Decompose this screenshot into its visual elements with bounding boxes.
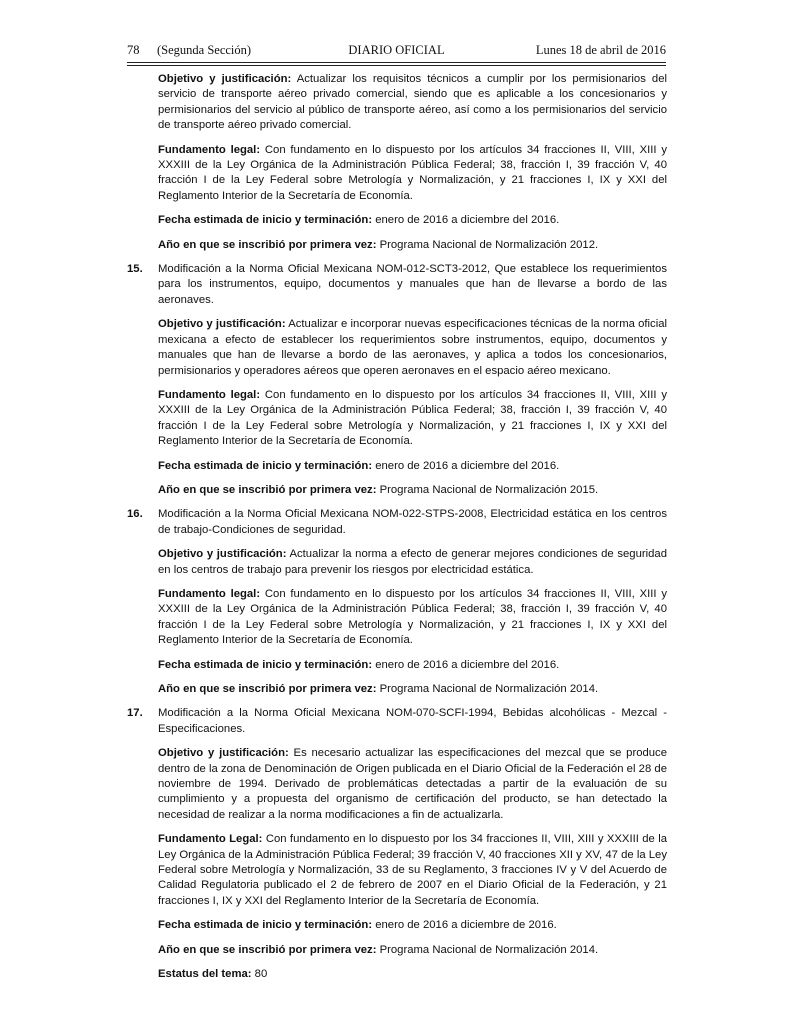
header-rule-top [127,62,666,63]
item-number: 17. [127,707,143,720]
item-number: 15. [127,263,143,276]
item-fecha-text: enero de 2016 a diciembre del 2016. [372,658,560,671]
item-15-title [127,262,667,308]
intro-fecha [158,213,667,228]
item-16-fundamento [158,587,667,649]
item-objetivo-text: Actualizar e incorporar nuevas especificaciones técnicas de la norma oficial mexicana a efecto de establecer los requerimientos sobre instrumentos, equipo, documentos y manuales que han de llevarse a bordo de las aeronaves, y aplica a todos los concesionarios, permisionarios y operadores aéreos que operen aeronaves en el espacio aéreo mexicano. [158,318,667,377]
label-fecha: Fecha estimada de inicio y terminación: [158,658,373,671]
intro-fecha-text: enero de 2016 a diciembre del 2016. [372,214,560,227]
document-body [127,72,667,992]
publication-date: Lunes 18 de abril de 2016 [535,43,666,57]
item-16-objetivo [158,547,667,578]
item-number: 16. [127,508,143,521]
item-15-fecha [158,459,667,474]
header-rule-bottom [127,65,666,66]
item-15-objetivo [158,317,667,379]
label-fundamento: Fundamento legal: [158,388,261,401]
label-objetivo: Objetivo y justificación: [158,73,292,85]
item-anio-text: Programa Nacional de Normalización 2015. [376,483,599,496]
item-16-anio [158,682,667,697]
item-17-title [127,706,667,737]
label-fecha: Fecha estimada de inicio y terminación: [158,459,373,472]
item-17-anio [158,943,667,958]
item-objetivo-text: Actualizar la norma a efecto de generar mejores condiciones de seguridad en los centros de trabajo para prevenir los riesgos por electricidad estática. [158,548,667,576]
item-17-objetivo [158,746,667,823]
label-objetivo: Objetivo y justificación: [158,747,289,760]
item-fecha-text: enero de 2016 a diciembre del 2016. [372,459,560,472]
item-15-anio [158,483,667,498]
item-title-text: Modificación a la Norma Oficial Mexicana NOM-070-SCFI-1994, Bebidas alcohólicas - Mezcal - Especificaciones. [158,707,667,735]
page-number: 78 [127,43,140,57]
item-17-estatus [158,967,667,982]
label-anio: Año en que se inscribió por primera vez: [158,238,377,251]
label-estatus: Estatus del tema: [158,968,252,981]
label-fecha: Fecha estimada de inicio y terminación: [158,919,373,932]
label-fecha: Fecha estimada de inicio y terminación: [158,214,373,227]
item-title-text: Modificación a la Norma Oficial Mexicana NOM-012-SCT3-2012, Que establece los requerimientos para los instrumentos, equipo, documentos y manuales que han de llevarse a bordo de las aeronaves. [158,263,667,306]
item-anio-text: Programa Nacional de Normalización 2014. [376,683,599,695]
section-label: (Segunda Sección) [157,43,252,57]
intro-objetivo [158,72,667,134]
intro-fundamento [158,143,667,205]
item-17-fundamento [158,832,667,909]
label-anio: Año en que se inscribió por primera vez: [158,683,377,695]
item-anio-text: Programa Nacional de Normalización 2014. [376,943,599,956]
fundamento-text: Con fundamento en lo dispuesto por los artículos 34 fracciones II, VIII, XIII y XXXIII de la Ley Orgánica de la Administración Pública Federal; 38, fracción I, 39 fracción V, 40 fracción I de la Ley Federal sobre Metrología y Normalización, y 21 fracciones I, IX y XXI del Reglamento Interior de la Secretaría de Economía. [158,587,668,647]
item-objetivo-text: Es necesario actualizar las especificaciones del mezcal que se produce dentro de la zona de Denominación de Origen publicada en el Diario Oficial de la Federación el 28 de noviembre de 1994. Derivado de problemáticas detectadas a partir de la evaluación de su cumplimiento y a propuesta del organismo de certificación del producto, se han detectado la necesidad de realizar a la norma modificaciones a fin de actualizarla. [158,747,667,821]
page-header [127,43,666,61]
intro-objetivo-text: Actualizar los requisitos técnicos a cumplir por los permisionarios del servicio de transporte aéreo privado comercial, siendo que es aplicable a los concesionarios y permisionarios del servicio al público de transporte aéreo, así como a los permisionarios del servicio de transporte aéreo privado comercial. [158,73,667,132]
item-17-fecha [158,918,667,933]
intro-anio-text: Programa Nacional de Normalización 2012. [376,238,599,251]
item-15-fundamento [158,388,667,450]
publication-title: DIARIO OFICIAL [348,43,445,57]
label-objetivo: Objetivo y justificación: [158,548,287,561]
item-title-text: Modificación a la Norma Oficial Mexicana NOM-022-STPS-2008, Electricidad estática en los centros de trabajo-Condiciones de seguridad. [158,508,667,536]
item-16-title [127,507,667,538]
label-fundamento: Fundamento Legal: [158,833,263,846]
intro-anio [158,238,667,253]
item-fecha-text: enero de 2016 a diciembre de 2016. [372,919,557,932]
item-16-fecha [158,658,667,673]
label-anio: Año en que se inscribió por primera vez: [158,943,377,956]
item-fundamento-text: Con fundamento en lo dispuesto por los 34 fracciones II, VIII, XIII y XXXIII de la Ley Orgánica de la Administración Pública Federal; 39 fracción V, 40 fracciones XII y XV, 47 de la Ley Federal sobre Metrología y Normalización, 33 de su Reglamento, 3 fracciones IV y V del Acuerdo de Calidad Regulatoria publicado el 2 de febrero de 2007 en el Diario Oficial de la Federación, y 21 fracciones I, IX y XXI del Reglamento Interior de la Secretaría de Economía. [158,833,667,907]
item-estatus-text: 80 [251,968,268,981]
fundamento-text: Con fundamento en lo dispuesto por los artículos 34 fracciones II, VIII, XIII y XXXIII de la Ley Orgánica de la Administración Pública Federal; 38, fracción I, 39 fracción V, 40 fracción I de la Ley Federal sobre Metrología y Normalización, y 21 fracciones I, IX y XXI del Reglamento Interior de la Secretaría de Economía. [158,388,668,448]
fundamento-text: Con fundamento en lo dispuesto por los artículos 34 fracciones II, VIII, XIII y XXXIII de la Ley Orgánica de la Administración Pública Federal; 38, fracción I, 39 fracción V, 40 fracción I de la Ley Federal sobre Metrología y Normalización, y 21 fracciones I, IX y XXI del Reglamento Interior de la Secretaría de Economía. [158,143,668,202]
label-objetivo: Objetivo y justificación: [158,318,286,331]
label-fundamento: Fundamento legal: [158,587,261,600]
label-fundamento: Fundamento legal: [158,143,261,156]
label-anio: Año en que se inscribió por primera vez: [158,483,377,496]
